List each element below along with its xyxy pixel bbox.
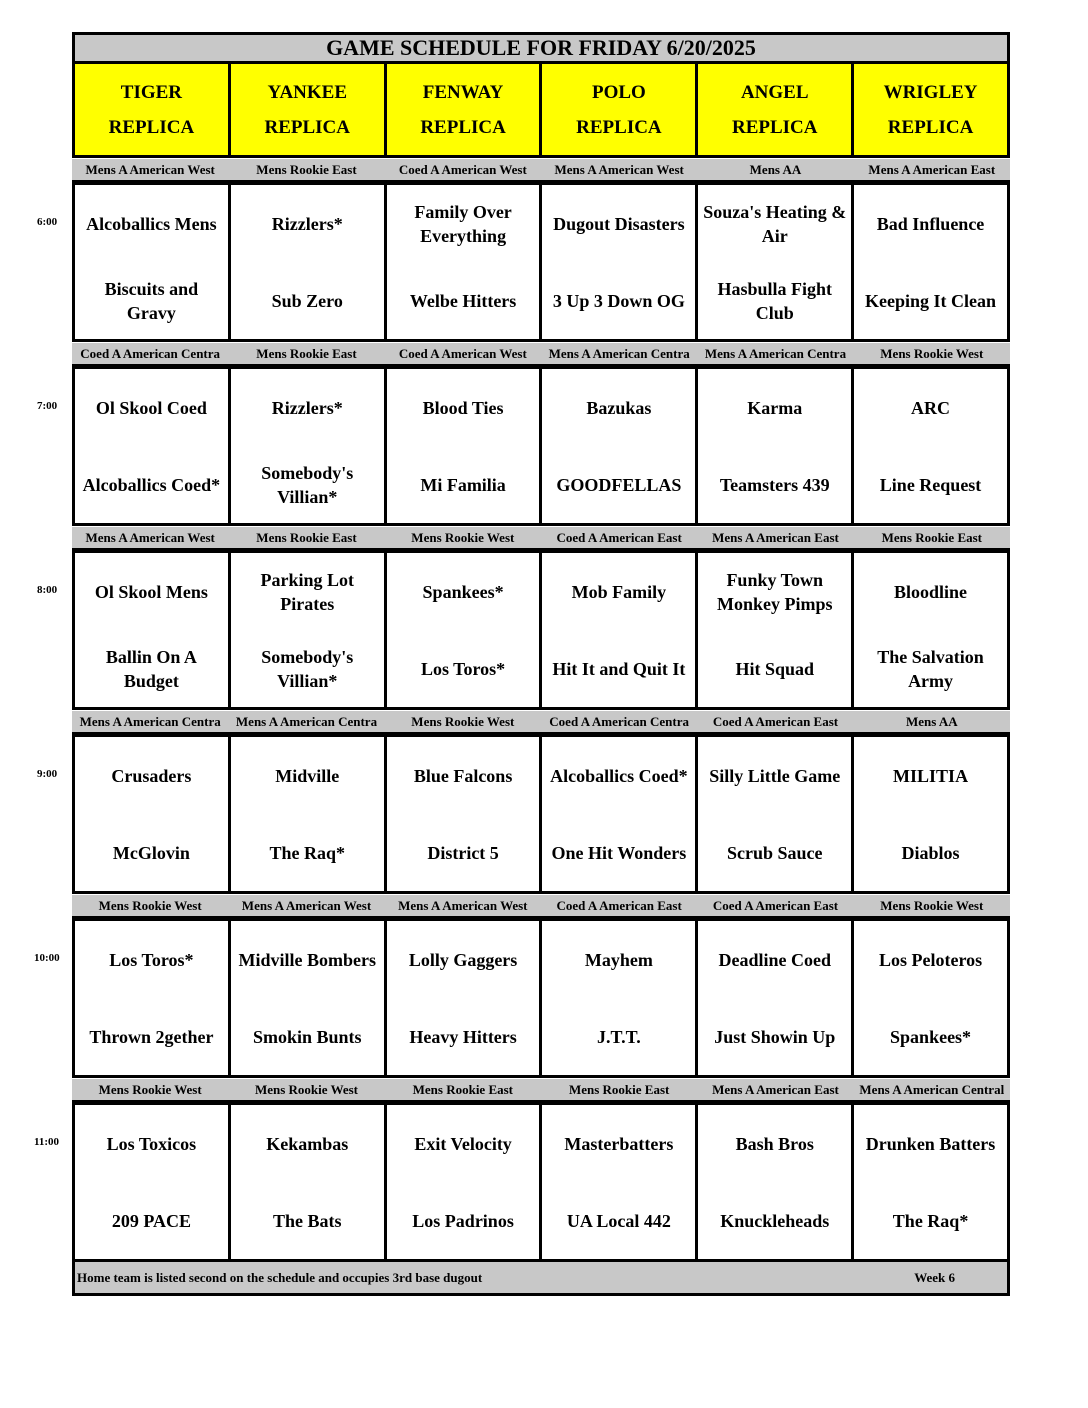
division-text: Mens Rookie West <box>880 345 984 361</box>
division-label <box>228 526 384 550</box>
division-label <box>697 342 853 366</box>
home-team: District 5 <box>427 842 499 863</box>
game-row <box>72 366 1010 526</box>
division-text: Coed A American East <box>712 897 839 913</box>
division-text: Mens Rookie East <box>256 345 357 361</box>
game-cell <box>228 366 387 526</box>
division-label <box>697 894 853 918</box>
division-text: Mens Rookie East <box>881 529 982 545</box>
division-text: Mens Rookie West <box>98 1081 202 1097</box>
game-cell <box>851 550 1010 710</box>
division-label <box>385 526 541 550</box>
game-cell <box>384 1102 543 1262</box>
away-team: Family Over Everything <box>414 201 512 246</box>
field-header <box>695 64 854 158</box>
game-row <box>72 918 1010 1078</box>
division-text: Mens A American Central <box>859 1081 1005 1097</box>
division-label <box>854 342 1010 366</box>
home-team: Scrub Sauce <box>726 842 823 863</box>
division-label <box>697 158 853 182</box>
division-label <box>541 158 697 182</box>
away-team: Kekambas <box>266 1133 349 1154</box>
division-text: Mens Rookie West <box>98 897 202 913</box>
division-text: Mens A American East <box>868 161 996 177</box>
away-team: Karma <box>747 397 803 418</box>
division-text: Mens Rookie East <box>568 1081 670 1097</box>
field-name: WRIGLEY <box>883 81 978 103</box>
home-team: Los Toros* <box>420 658 506 679</box>
game-cell <box>228 550 387 710</box>
time-slots <box>72 158 1010 1262</box>
division-label <box>541 342 697 366</box>
division-label <box>385 342 541 366</box>
field-sub: REPLICA <box>108 116 195 138</box>
game-cell <box>539 366 698 526</box>
game-cell <box>539 1102 698 1262</box>
division-label <box>854 894 1010 918</box>
division-text: Mens A American Centra <box>79 713 221 729</box>
away-team: Midville Bombers <box>238 949 376 970</box>
game-cell <box>695 182 854 342</box>
week-label: Week 6 <box>914 1269 955 1285</box>
division-label <box>541 1078 697 1102</box>
home-team: Thrown 2gether <box>89 1026 214 1047</box>
game-cell <box>384 182 543 342</box>
away-team: Dugout Disasters <box>553 213 685 234</box>
game-cell <box>539 182 698 342</box>
game-cell <box>384 918 543 1078</box>
division-text: Coed A American West <box>398 161 527 177</box>
field-name: FENWAY <box>422 81 504 103</box>
division-text: Mens A American Centra <box>548 345 690 361</box>
division-label <box>541 526 697 550</box>
division-text: Coed A American West <box>398 345 527 361</box>
division-text: Coed A American East <box>556 897 682 913</box>
division-label <box>854 158 1010 182</box>
game-cell <box>539 734 698 894</box>
division-label <box>72 526 228 550</box>
field-sub: REPLICA <box>420 116 506 138</box>
division-text: Mens A American West <box>398 897 528 913</box>
game-cell <box>539 550 698 710</box>
home-team: Just Showin Up <box>714 1026 836 1047</box>
division-text: Mens A American East <box>712 529 839 545</box>
division-text: Mens Rookie East <box>256 529 357 545</box>
game-row <box>72 734 1010 894</box>
division-text: Mens AA <box>749 161 802 177</box>
home-team: Somebody's Villian* <box>261 646 354 691</box>
home-team: Hasbulla Fight Club <box>717 278 832 323</box>
field-sub: REPLICA <box>731 116 818 138</box>
division-row <box>72 158 1010 182</box>
away-team: Bloodline <box>894 581 968 602</box>
division-label <box>385 894 541 918</box>
game-cell <box>72 918 231 1078</box>
away-team: Crusaders <box>111 765 192 786</box>
division-text: Mens AA <box>905 713 958 729</box>
game-cell <box>384 734 543 894</box>
division-row <box>72 342 1010 366</box>
home-team: Smokin Bunts <box>252 1026 362 1047</box>
division-text: Coed A American East <box>712 713 839 729</box>
game-cell <box>384 366 543 526</box>
home-team: GOODFELLAS <box>556 474 682 495</box>
division-text: Mens Rookie West <box>880 897 984 913</box>
away-team: Rizzlers* <box>271 397 343 418</box>
away-team: Silly Little Game <box>709 765 841 786</box>
time-label: 11:00 <box>34 1136 60 1148</box>
schedule-sheet <box>72 32 1010 1296</box>
game-cell <box>228 734 387 894</box>
game-cell <box>72 550 231 710</box>
away-team: Exit Velocity <box>414 1133 512 1154</box>
division-text: Mens A American Centra <box>704 345 847 361</box>
home-team: J.T.T. <box>596 1026 641 1047</box>
home-team: 3 Up 3 Down OG <box>552 290 685 311</box>
field-sub: REPLICA <box>264 116 350 138</box>
field-header <box>384 64 543 158</box>
away-team: Drunken Batters <box>865 1133 996 1154</box>
away-team: Mob Family <box>571 581 667 602</box>
game-cell <box>695 734 854 894</box>
field-name: YANKEE <box>267 81 348 103</box>
game-cell <box>695 918 854 1078</box>
away-team: Rizzlers* <box>271 213 343 234</box>
game-cell <box>228 182 387 342</box>
away-team: ARC <box>911 397 951 418</box>
division-text: Mens A American East <box>712 1081 839 1097</box>
division-text: Coed A American East <box>556 529 682 545</box>
field-name: ANGEL <box>740 81 809 103</box>
field-header <box>228 64 387 158</box>
field-sub: REPLICA <box>887 116 974 138</box>
away-team: Blood Ties <box>422 397 504 418</box>
away-team: Lolly Gaggers <box>408 949 518 970</box>
home-team: Biscuits and Gravy <box>104 278 199 323</box>
division-label <box>854 710 1010 734</box>
game-cell <box>851 1102 1010 1262</box>
division-label <box>228 710 384 734</box>
away-team: Midville <box>275 765 340 786</box>
away-team: Souza's Heating & Air <box>703 201 847 246</box>
division-label <box>385 1078 541 1102</box>
division-label <box>228 1078 384 1102</box>
away-team: Bazukas <box>586 397 652 418</box>
time-label: 7:00 <box>37 400 58 412</box>
field-header <box>539 64 698 158</box>
home-team: Spankees* <box>890 1026 972 1047</box>
time-label: 8:00 <box>37 584 58 596</box>
home-team: Diablos <box>901 842 960 863</box>
division-text: Mens A American West <box>241 897 372 913</box>
home-team: The Raq* <box>269 842 345 863</box>
away-team: Blue Falcons <box>413 765 513 786</box>
away-team: Ol Skool Coed <box>95 397 207 418</box>
division-text: Mens Rookie West <box>411 713 515 729</box>
home-team: Hit It and Quit It <box>552 658 686 679</box>
division-label <box>854 1078 1010 1102</box>
division-label <box>72 342 228 366</box>
footer-note: Home team is listed second on the schedule and occupies 3rd base dugout <box>77 1269 483 1285</box>
game-cell <box>72 182 231 342</box>
field-header-row <box>72 64 1010 158</box>
field-name: POLO <box>591 81 646 103</box>
division-text: Mens A American West <box>554 161 684 177</box>
away-team: Deadline Coed <box>718 949 831 970</box>
game-cell <box>384 550 543 710</box>
division-label <box>697 710 853 734</box>
division-text: Mens Rookie East <box>256 161 357 177</box>
game-cell <box>851 366 1010 526</box>
field-header <box>72 64 231 158</box>
game-cell <box>228 1102 387 1262</box>
game-cell <box>851 182 1010 342</box>
division-label <box>385 710 541 734</box>
game-cell <box>539 918 698 1078</box>
time-label: 9:00 <box>37 768 58 780</box>
home-team: Teamsters 439 <box>719 474 830 495</box>
home-team: Keeping It Clean <box>865 290 997 311</box>
away-team: Alcoballics Mens <box>86 213 217 234</box>
division-text: Mens A American West <box>85 529 215 545</box>
away-team: Parking Lot Pirates <box>260 569 354 614</box>
home-team: Hit Squad <box>735 658 814 679</box>
division-label <box>72 1078 228 1102</box>
home-team: Mi Familia <box>420 474 506 495</box>
away-team: Los Peloteros <box>878 949 983 970</box>
division-row <box>72 1078 1010 1102</box>
division-label <box>541 894 697 918</box>
home-team: Knuckleheads <box>720 1210 830 1231</box>
division-text: Mens A American Centra <box>235 713 378 729</box>
away-team: Masterbatters <box>564 1133 674 1154</box>
away-team: Alcoballics Coed* <box>550 765 688 786</box>
away-team: Spankees* <box>422 581 504 602</box>
division-text: Mens Rookie West <box>411 529 515 545</box>
home-team: Line Request <box>879 474 982 495</box>
time-label: 10:00 <box>34 952 60 964</box>
division-label <box>541 710 697 734</box>
game-row <box>72 1102 1010 1262</box>
footer-bar <box>72 1262 1010 1296</box>
division-row <box>72 526 1010 550</box>
away-team: Funky Town Monkey Pimps <box>716 569 833 614</box>
game-cell <box>228 918 387 1078</box>
division-row <box>72 710 1010 734</box>
home-team: Heavy Hitters <box>409 1026 517 1047</box>
division-label <box>385 158 541 182</box>
division-text: Coed A American Centra <box>80 345 221 361</box>
away-team: Mayhem <box>584 949 653 970</box>
time-label: 6:00 <box>37 216 58 228</box>
game-cell <box>851 918 1010 1078</box>
home-team: McGlovin <box>112 842 190 863</box>
division-label <box>228 894 384 918</box>
division-label <box>697 1078 853 1102</box>
game-row <box>72 550 1010 710</box>
home-team: Sub Zero <box>271 290 343 311</box>
division-text: Mens Rookie West <box>254 1081 359 1097</box>
page-title <box>72 32 1010 64</box>
division-text: Mens A American West <box>85 161 215 177</box>
division-label <box>72 158 228 182</box>
game-cell <box>72 366 231 526</box>
game-cell <box>695 1102 854 1262</box>
game-cell <box>695 366 854 526</box>
division-label <box>228 158 384 182</box>
game-cell <box>851 734 1010 894</box>
division-text: Coed A American Centra <box>549 713 690 729</box>
home-team: Ballin On A Budget <box>105 646 197 691</box>
game-row <box>72 182 1010 342</box>
home-team: Somebody's Villian* <box>261 462 354 507</box>
away-team: Bad Influence <box>876 213 985 234</box>
home-team: Welbe Hitters <box>409 290 517 311</box>
game-cell <box>72 1102 231 1262</box>
home-team: The Salvation Army <box>877 646 984 691</box>
division-label <box>228 342 384 366</box>
division-text: Mens Rookie East <box>412 1081 514 1097</box>
division-label <box>854 526 1010 550</box>
home-team: Alcoballics Coed* <box>82 474 221 495</box>
game-cell <box>695 550 854 710</box>
home-team: The Raq* <box>892 1210 969 1231</box>
game-cell <box>72 734 231 894</box>
home-team: Los Padrinos <box>412 1210 514 1231</box>
home-team: The Bats <box>272 1210 342 1231</box>
home-team: 209 PACE <box>111 1210 191 1231</box>
division-label <box>72 894 228 918</box>
away-team: Los Toros* <box>109 949 194 970</box>
field-header <box>851 64 1010 158</box>
home-team: UA Local 442 <box>566 1210 671 1231</box>
field-name: TIGER <box>120 81 183 103</box>
home-team: One Hit Wonders <box>551 842 687 863</box>
title-text: GAME SCHEDULE FOR FRIDAY 6/20/2025 <box>326 35 756 60</box>
away-team: Los Toxicos <box>106 1133 197 1154</box>
away-team: Ol Skool Mens <box>94 581 208 602</box>
division-label <box>697 526 853 550</box>
away-team: MILITIA <box>893 765 969 786</box>
away-team: Bash Bros <box>735 1133 814 1154</box>
field-sub: REPLICA <box>576 116 662 138</box>
division-label <box>72 710 228 734</box>
division-row <box>72 894 1010 918</box>
